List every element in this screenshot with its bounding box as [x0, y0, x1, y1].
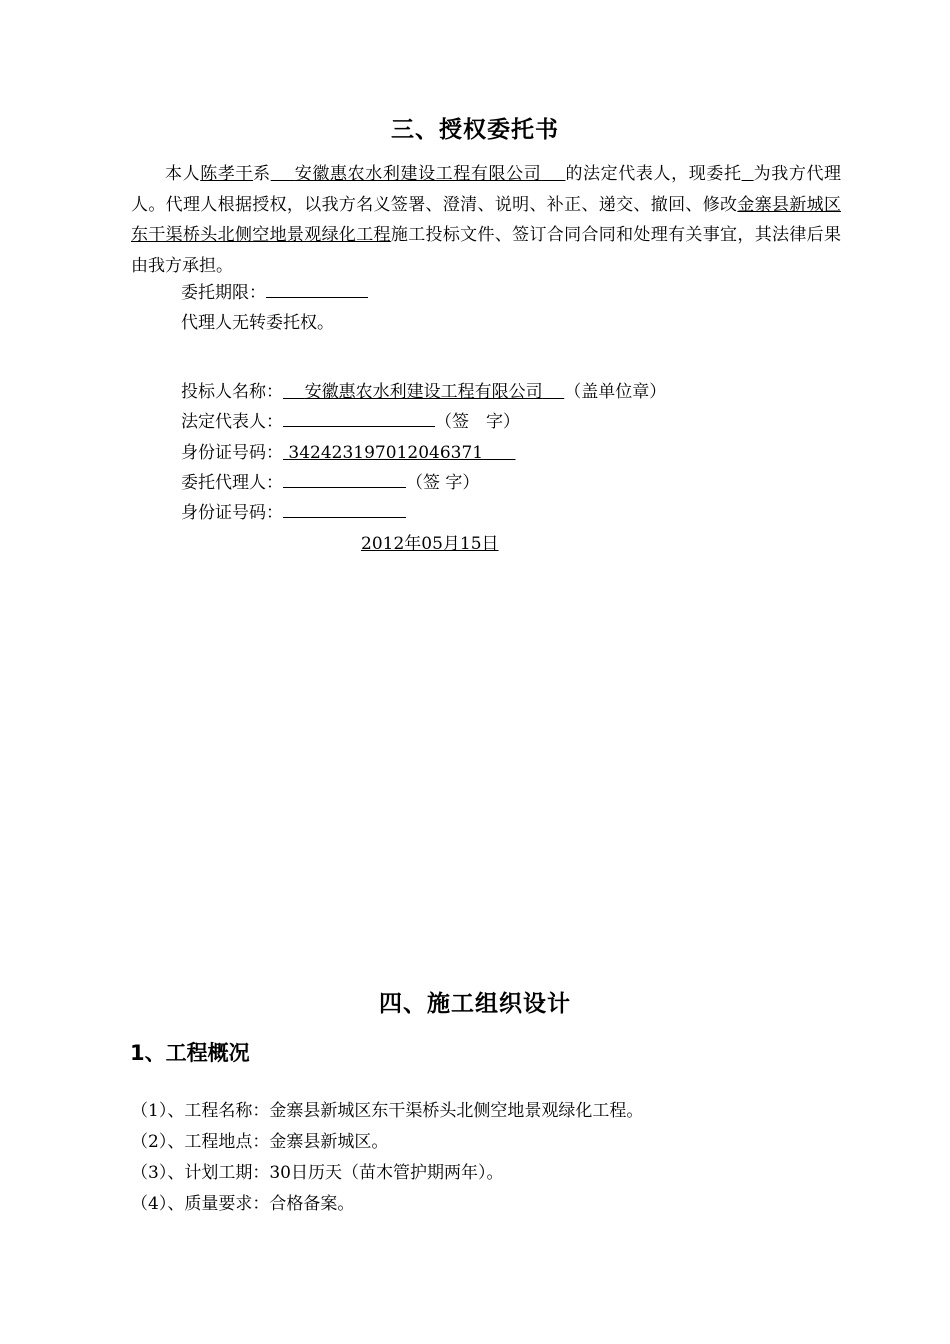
legal-rep-label: 法定代表人：: [181, 412, 283, 432]
legal-rep-row: [181, 407, 520, 437]
section4-title: 四、施工组织设计: [379, 991, 571, 1017]
company-underline: [271, 164, 566, 184]
overview-item-4: （4）、质量要求：合格备案。: [131, 1194, 355, 1214]
bidder-row: [181, 377, 666, 407]
id2-label: 身份证号码：: [181, 503, 283, 523]
authorization-paragraph: [131, 159, 841, 281]
legal-rep-note: （签 字）: [435, 412, 520, 432]
id1-label: 身份证号码：: [181, 443, 283, 463]
bidder-underline: [283, 382, 564, 402]
id1-row: [181, 438, 516, 468]
overview-item-2: （2）、工程地点：金寨县新城区。: [131, 1132, 389, 1152]
section3-title: 三、授权委托书: [391, 117, 559, 143]
bidder-label: 投标人名称：: [181, 382, 283, 402]
legal-rep-blank: [283, 408, 435, 427]
para-text: 系: [253, 164, 271, 184]
bidder-value: 安徽惠农水利建设工程有限公司: [304, 382, 543, 402]
agent-blank: [283, 469, 406, 488]
agent-label: 委托代理人：: [181, 473, 283, 493]
legal-rep-name: 陈孝干: [200, 164, 254, 184]
para-text: 的法定代表人，现委托: [565, 164, 742, 184]
bidder-note: （盖单位章）: [564, 382, 667, 402]
project-name: 金寨县新城区东干渠桥头北侧空地景观绿化工程: [131, 194, 841, 245]
section4-subtitle: 1、工程概况: [130, 1041, 250, 1065]
signing-date: 2012年05月15日: [361, 534, 499, 554]
term-label: 委托期限：: [181, 283, 266, 303]
agent-name-blank: [742, 164, 754, 184]
id2-row: [181, 498, 406, 528]
company-name: 安徽惠农水利建设工程有限公司: [294, 164, 542, 184]
para-text: 施工投标文件、签订合同合同和处理有关事宜，其法律后果由我方承担。: [131, 225, 841, 276]
term-blank: [266, 279, 368, 298]
id1-value: 342423197012046371: [288, 443, 484, 463]
no-transfer-note: 代理人无转委托权。: [181, 313, 334, 333]
agent-row: [181, 468, 479, 498]
term-row: [181, 278, 368, 308]
overview-item-3: （3）、计划工期：30日历天（苗木管护期两年）。: [131, 1163, 504, 1183]
overview-item-1: （1）、工程名称：金寨县新城区东干渠桥头北侧空地景观绿化工程。: [131, 1101, 644, 1121]
para-text: 为我方代理人。代理人根据授权，以我方名义签署、澄清、说明、补正、递交、撤回、修改: [131, 164, 842, 215]
id2-blank: [283, 499, 406, 518]
id1-underline: [283, 443, 516, 463]
agent-note: （签 字）: [406, 473, 480, 493]
para-text: 本人: [165, 164, 201, 184]
